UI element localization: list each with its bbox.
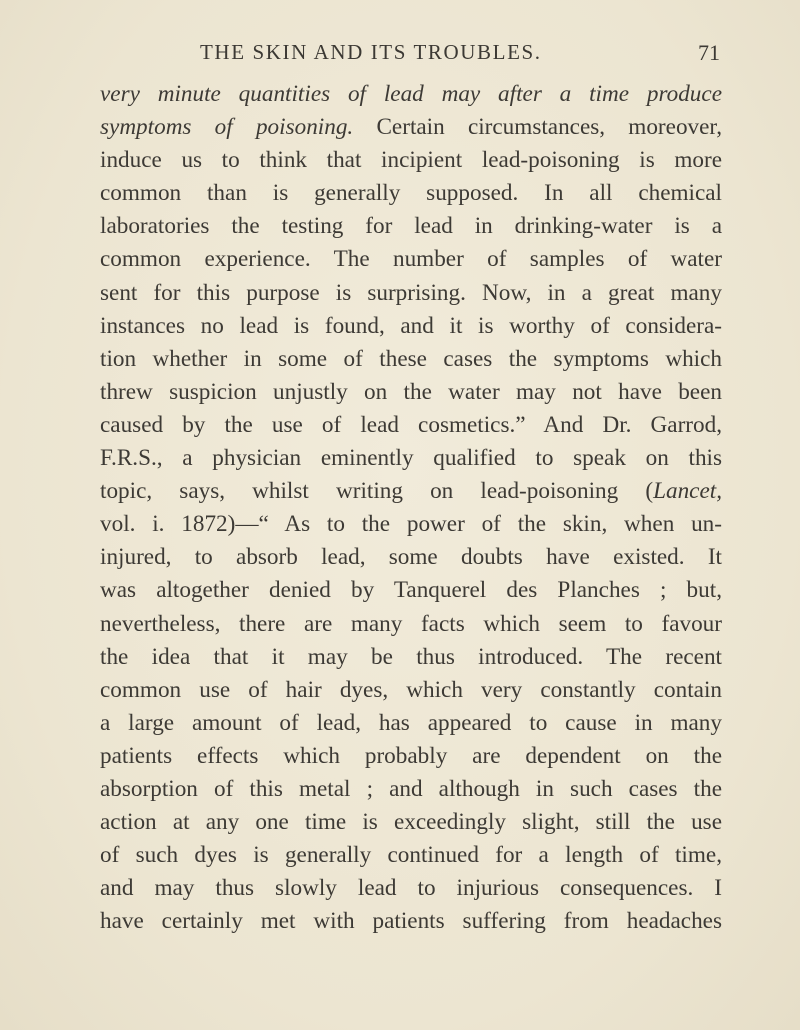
text-segment: tion whether in some of these cases the symptoms which <box>100 345 722 372</box>
text-line <box>100 773 722 806</box>
text-line <box>100 674 722 707</box>
running-title: THE SKIN AND ITS TROUBLES. <box>200 40 542 64</box>
italic-text-segment: symptoms of poisoning. <box>100 114 354 141</box>
text-segment: Certain circumstances, moreover, <box>353 114 723 141</box>
text-line <box>100 905 722 938</box>
text-segment: instances no lead is found, and it is worthy of considera- <box>100 312 722 339</box>
text-line <box>100 475 722 508</box>
text-segment: action at any one time is exceedingly slight, still the use <box>100 809 722 836</box>
page-number: 71 <box>698 40 720 65</box>
text-line <box>100 806 722 839</box>
italic-text-segment: Lancet, <box>653 478 722 505</box>
text-segment: the idea that it may be thus introduced. The recent <box>100 643 722 670</box>
text-line <box>100 574 722 607</box>
text-line <box>100 277 722 310</box>
text-line <box>100 641 722 674</box>
text-line <box>100 508 722 541</box>
text-segment: caused by the use of lead cosmetics.” And Dr. Garrod, <box>100 411 722 438</box>
text-line <box>100 177 722 210</box>
text-segment: common use of hair dyes, which very constantly contain <box>100 676 722 703</box>
text-line <box>100 343 722 376</box>
text-segment: a large amount of lead, has appeared to cause in many <box>100 709 722 736</box>
text-line <box>100 111 722 144</box>
italic-text-segment: very minute quantities of lead may after a time produce <box>100 81 722 107</box>
text-segment: threw suspicion unjustly on the water may not have been <box>100 378 722 405</box>
text-segment: laboratories the testing for lead in drinking-water is a <box>100 213 722 240</box>
text-line <box>100 409 722 442</box>
text-line <box>100 210 722 243</box>
text-line <box>100 608 722 641</box>
text-segment: of such dyes is generally continued for a length of time, <box>100 842 722 869</box>
text-line <box>100 376 722 409</box>
text-segment: common than is generally supposed. In all chemical <box>100 180 722 207</box>
text-line <box>100 78 722 111</box>
text-line <box>100 839 722 872</box>
body-text <box>100 78 722 938</box>
text-segment: patients effects which probably are dependent on the <box>100 742 722 769</box>
text-segment: sent for this purpose is surprising. Now, in a great many <box>100 279 722 306</box>
text-segment: F.R.S., a physician eminently qualified to speak on this <box>100 445 722 472</box>
text-segment: induce us to think that incipient lead-poisoning is more <box>100 147 722 174</box>
text-segment: topic, says, whilst writing on lead-poisoning ( <box>100 478 654 505</box>
text-segment: was altogether denied by Tanquerel des Planches ; but, <box>100 577 722 604</box>
text-segment: nevertheless, there are many facts which seem to favour <box>100 610 722 637</box>
text-segment: injured, to absorb lead, some doubts have existed. It <box>100 544 722 571</box>
page-header <box>100 40 720 76</box>
text-segment: common experience. The number of samples of water <box>100 246 722 273</box>
text-segment: vol. i. 1872)—“ As to the power of the skin, when un- <box>100 511 722 538</box>
text-line <box>100 872 722 905</box>
text-segment: and may thus slowly lead to injurious consequences. I <box>100 875 722 902</box>
text-segment: have certainly met with patients suffering from headaches <box>100 908 722 935</box>
text-segment: absorption of this metal ; and although in such cases the <box>100 775 722 802</box>
text-line <box>100 707 722 740</box>
text-line <box>100 442 722 475</box>
text-line <box>100 243 722 276</box>
text-line <box>100 541 722 574</box>
text-line <box>100 310 722 343</box>
text-line <box>100 144 722 177</box>
text-line <box>100 740 722 773</box>
